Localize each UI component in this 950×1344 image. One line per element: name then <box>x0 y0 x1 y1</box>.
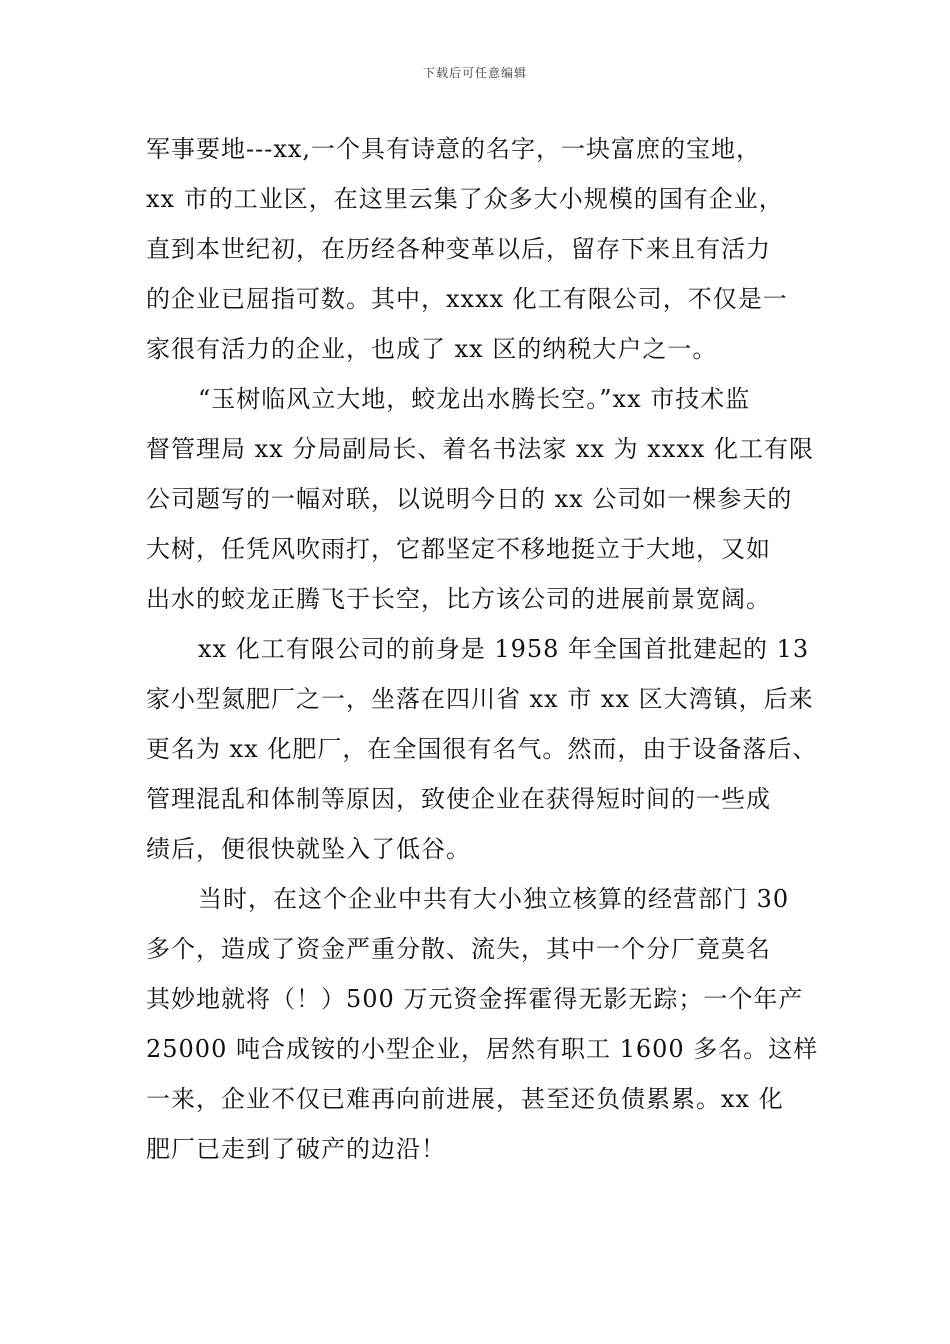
text-line: 当时，在这个企业中共有大小独立核算的经营部门 30 <box>198 885 790 913</box>
paragraph <box>146 374 846 624</box>
text-line: 督管理局 xx 分局副局长、着名书法家 xx 为 xxxx 化工有限 <box>146 435 815 463</box>
paragraph <box>146 624 846 874</box>
text-line: 一来，企业不仅已难再向前进展，甚至还负债累累。xx 化 <box>146 1085 784 1113</box>
text-line: 出水的蛟龙正腾飞于长空，比方该公司的进展前景宽阔。 <box>146 585 771 613</box>
text-line: 军事要地---xx,一个具有诗意的名字，一块富庶的宝地， <box>146 135 762 163</box>
text-line: “玉树临风立大地，蛟龙出水腾长空。”xx 市技术监 <box>198 385 751 413</box>
text-line: 25000 吨合成铵的小型企业，居然有职工 1600 多名。这样 <box>146 1035 819 1063</box>
page-header: 下载后可任意编辑 <box>422 66 527 80</box>
text-line: 大树，任凭风吹雨打，它都坚定不移地挺立于大地，又如 <box>146 535 771 563</box>
text-line: 管理混乱和体制等原因，致使企业在获得短时间的一些成 <box>146 785 771 813</box>
paragraph <box>146 124 846 374</box>
text-line: 家很有活力的企业，也成了 xx 区的纳税大户之一。 <box>146 335 718 363</box>
text-line: xx 市的工业区，在这里云集了众多大小规模的国有企业， <box>146 185 784 213</box>
text-line: 肥厂已走到了破产的边沿！ <box>146 1135 446 1163</box>
text-line: 多个，造成了资金严重分散、流失，其中一个分厂竟莫名 <box>146 935 771 963</box>
text-line: 其妙地就将（！）500 万元资金挥霍得无影无踪；一个年产 <box>146 985 804 1013</box>
text-line: 的企业已屈指可数。其中，xxxx 化工有限公司，不仅是一 <box>146 285 788 313</box>
document-body <box>146 124 846 1174</box>
paragraph <box>146 874 846 1174</box>
text-line: 家小型氮肥厂之一，坐落在四川省 xx 市 xx 区大湾镇，后来 <box>146 685 814 713</box>
text-line: 公司题写的一幅对联，以说明今日的 xx 公司如一棵参天的 <box>146 485 793 513</box>
text-line: 更名为 xx 化肥厂，在全国很有名气。然而，由于设备落后、 <box>146 735 818 763</box>
text-line: xx 化工有限公司的前身是 1958 年全国首批建起的 13 <box>198 635 810 663</box>
text-line: 直到本世纪初，在历经各种变革以后，留存下来且有活力 <box>146 235 771 263</box>
text-line: 绩后，便很快就坠入了低谷。 <box>146 835 471 863</box>
